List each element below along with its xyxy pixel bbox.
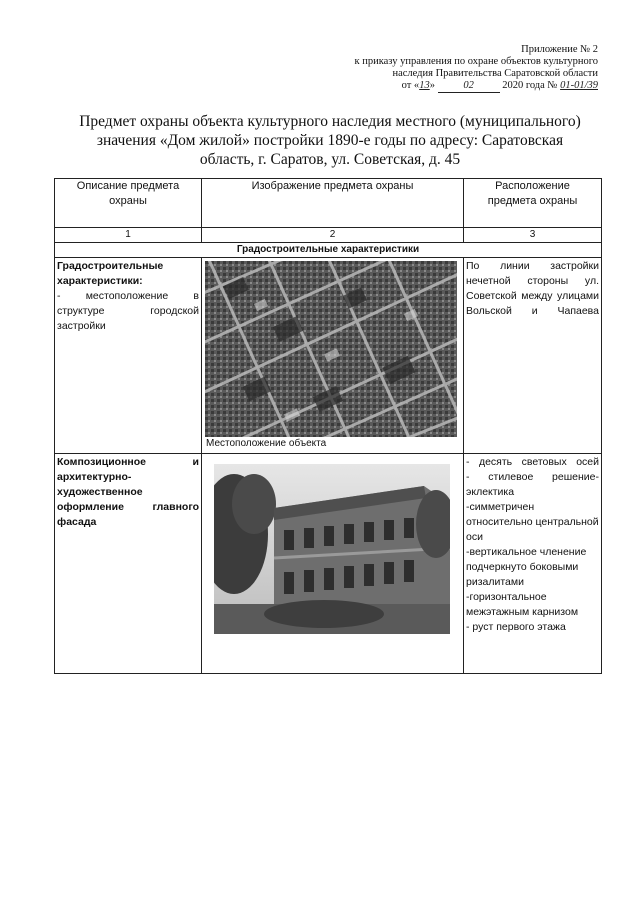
location-item: -симметричен относительно центральной оси xyxy=(466,501,599,543)
location-item: -вертикальное членение подчеркнуто боковыми ризалитами xyxy=(466,546,587,588)
document-title: Предмет охраны объекта культурного наследия местного (муниципального) значения «Дом жилой» постройки 1890-е годы по адресу: Саратовская область, г. Саратов, ул. Советская, д. 45 xyxy=(79,113,581,168)
header-location: Расположение предмета охраны xyxy=(464,179,602,228)
location-map-image xyxy=(205,261,457,437)
row1-description-text: - местоположение в структуре городской застройки xyxy=(57,290,199,332)
section-row xyxy=(55,243,602,258)
appendix-authority-line: наследия Правительства Саратовской области xyxy=(392,68,598,79)
appendix-number: Приложение № 2 xyxy=(521,44,598,55)
table-row xyxy=(55,258,602,454)
row1-image-cell xyxy=(202,258,464,454)
row2-location-list xyxy=(464,454,601,635)
appendix-header xyxy=(318,44,598,93)
row1-description-title: Градостроительные характеристики: xyxy=(57,260,164,287)
location-item: -горизонтальное межэтажным карнизом xyxy=(466,591,579,618)
row2-location xyxy=(464,454,602,674)
facade-photo-image xyxy=(214,464,450,634)
row2-description xyxy=(55,454,202,674)
table-row xyxy=(55,454,602,674)
row2-description-title: Композиционное и архитектурно-художественное оформление главного фасада xyxy=(57,456,199,528)
row1-location-text: По линии застройки нечетной стороны ул. Советской между улицами Вольской и Чапаева xyxy=(466,260,599,317)
row2-image-cell xyxy=(202,454,464,674)
row1-description xyxy=(55,258,202,454)
column-number: 1 xyxy=(55,228,202,243)
row1-location xyxy=(464,258,602,454)
protection-subject-table xyxy=(54,178,602,674)
map-caption: Местоположение объекта xyxy=(206,438,327,449)
section-title: Градостроительные характеристики xyxy=(55,243,602,258)
header-description: Описание предмета охраны xyxy=(55,179,202,228)
location-item: - руст первого этажа xyxy=(466,621,566,633)
location-item: - десять световых осей xyxy=(466,456,599,468)
appendix-date-line: от «13» 02 2020 года № 01-01/39 xyxy=(401,80,598,91)
location-item: - стилевое решение-эклектика xyxy=(466,471,599,498)
table-header-row xyxy=(55,179,602,228)
column-number: 2 xyxy=(202,228,464,243)
appendix-month: 02 xyxy=(438,80,500,93)
table-number-row xyxy=(55,228,602,243)
column-number: 3 xyxy=(464,228,602,243)
appendix-day: 13 xyxy=(419,80,430,91)
header-image: Изображение предмета охраны xyxy=(202,179,464,228)
appendix-doc-number: 01-01/39 xyxy=(560,80,598,91)
appendix-order-line: к приказу управления по охране объектов культурного xyxy=(354,56,598,67)
